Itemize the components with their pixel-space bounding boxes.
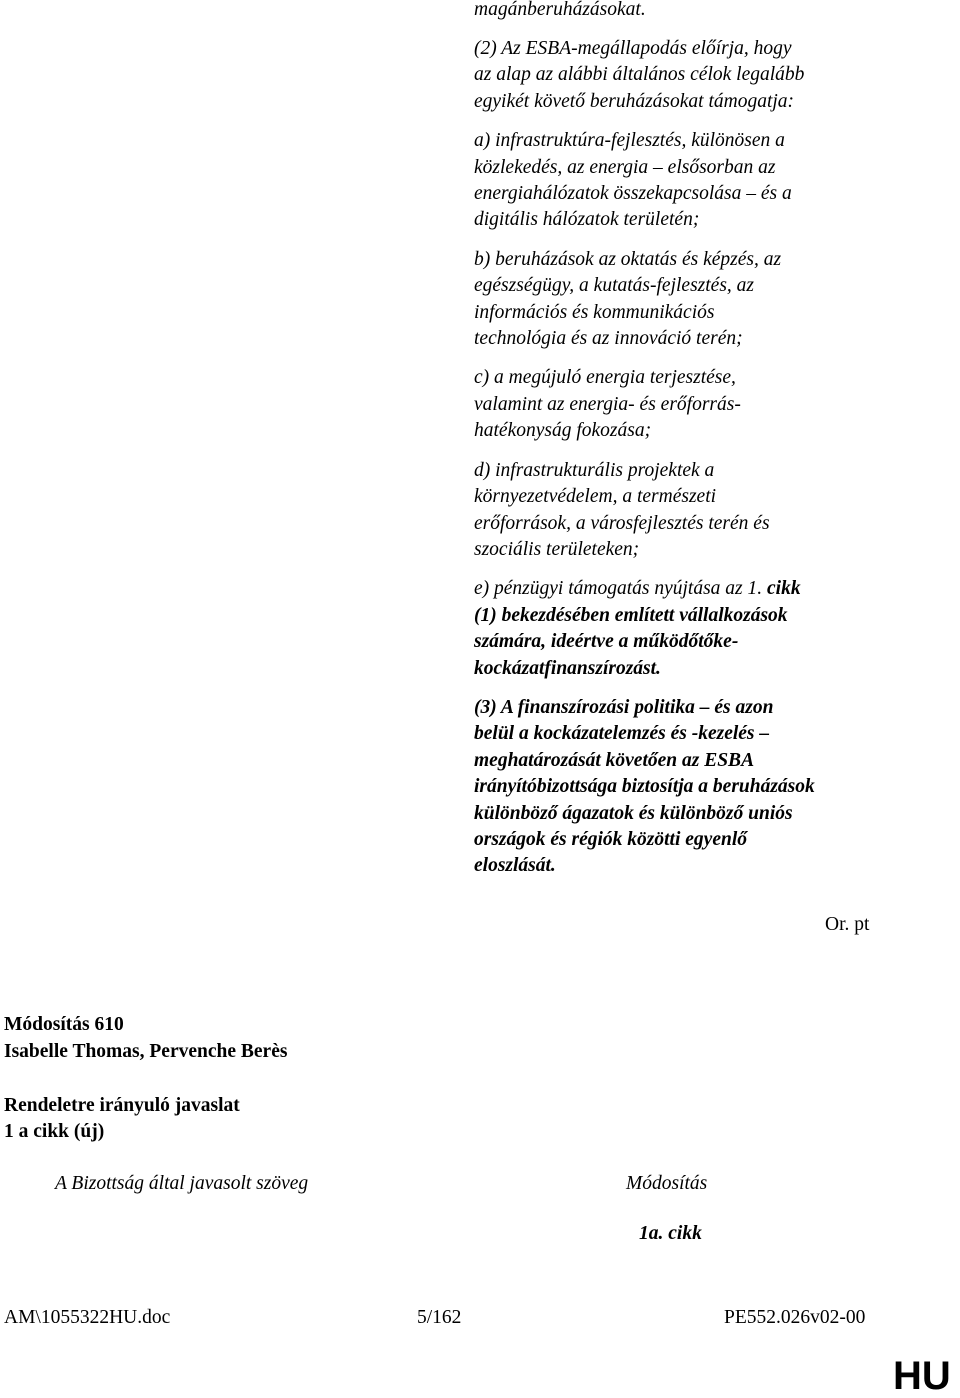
text-line: technológia és az innováció terén;	[474, 328, 743, 350]
text-line: energiahálózatok összekapcsolása – és a	[474, 183, 792, 205]
paragraph-2	[474, 36, 904, 115]
top-fragment: magánberuházásokat.	[474, 0, 646, 20]
text-line: eloszlását.	[474, 855, 556, 877]
text-line: digitális hálózatok területén;	[474, 209, 700, 231]
item-e	[474, 576, 904, 682]
text-normal: e) pénzügyi támogatás nyújtása az 1.	[474, 578, 763, 600]
text-line: kockázatfinanszírozást.	[474, 657, 661, 679]
text-line: erőforrások, a városfejlesztés terén és	[474, 512, 770, 534]
paragraph-3	[474, 695, 904, 880]
left-column-header: A Bizottság által javasolt szöveg	[55, 1173, 309, 1194]
text-line: (2) Az ESBA-megállapodás előírja, hogy	[474, 38, 792, 59]
item-a	[474, 128, 904, 234]
text-line: az alap az alábbi általános célok legalább	[474, 64, 805, 86]
text-line: d) infrastrukturális projektek a	[474, 459, 715, 481]
text-line: hatékonyság fokozása;	[474, 420, 652, 442]
text-line: b) beruházások az oktatás és képzés, az	[474, 248, 782, 270]
original-language-note: Or. pt	[825, 914, 870, 935]
text-line: közlekedés, az energia – elsősorban az	[474, 156, 776, 178]
text-line: egyikét követő beruházásokat támogatja:	[474, 90, 795, 112]
text-line: c) a megújuló energia terjesztése,	[474, 367, 736, 389]
text-line: (1) bekezdésében említett vállalkozások	[474, 604, 788, 626]
text-line	[474, 576, 904, 602]
footer-doc-ref: AM\1055322HU.doc	[4, 1307, 171, 1328]
text-line: környezetvédelem, a természeti	[474, 486, 717, 508]
amendment-authors: Isabelle Thomas, Pervenche Berès	[4, 1041, 288, 1062]
text-line: meghatározását követően az ESBA	[474, 749, 755, 771]
footer-language-code: HU	[893, 1354, 951, 1398]
amendment-text-column	[474, 36, 904, 880]
text-line: országok és régiók közötti egyenlő	[474, 828, 747, 850]
text-bold: cikk	[762, 578, 801, 600]
text-line: számára, ideértve a működőtőke-	[474, 631, 739, 653]
text-line: szociális területeken;	[474, 538, 640, 560]
text-line: a) infrastruktúra-fejlesztés, különösen a	[474, 130, 785, 152]
article-heading: 1a. cikk	[639, 1223, 702, 1244]
proposal-type: Rendeletre irányuló javaslat	[4, 1095, 240, 1116]
text-line: irányítóbizottsága biztosítja a beruházások	[474, 776, 815, 798]
footer-page-number: 5/162	[417, 1307, 462, 1328]
text-line: információs és kommunikációs	[474, 301, 715, 323]
footer-pe-ref: PE552.026v02-00	[724, 1307, 866, 1328]
text-line: belül a kockázatelemzés és -kezelés –	[474, 723, 770, 745]
right-column-header: Módosítás	[626, 1173, 708, 1194]
text-line: egészségügy, a kutatás-fejlesztés, az	[474, 275, 754, 297]
article-reference: 1 a cikk (új)	[4, 1121, 105, 1142]
text-line: (3) A finanszírozási politika – és azon	[474, 696, 774, 718]
text-line: különböző ágazatok és különböző uniós	[474, 802, 793, 824]
text-line: valamint az energia- és erőforrás-	[474, 393, 741, 415]
item-b	[474, 247, 904, 353]
item-c	[474, 365, 904, 444]
amendment-number: Módosítás 610	[4, 1014, 124, 1035]
item-d	[474, 458, 904, 564]
